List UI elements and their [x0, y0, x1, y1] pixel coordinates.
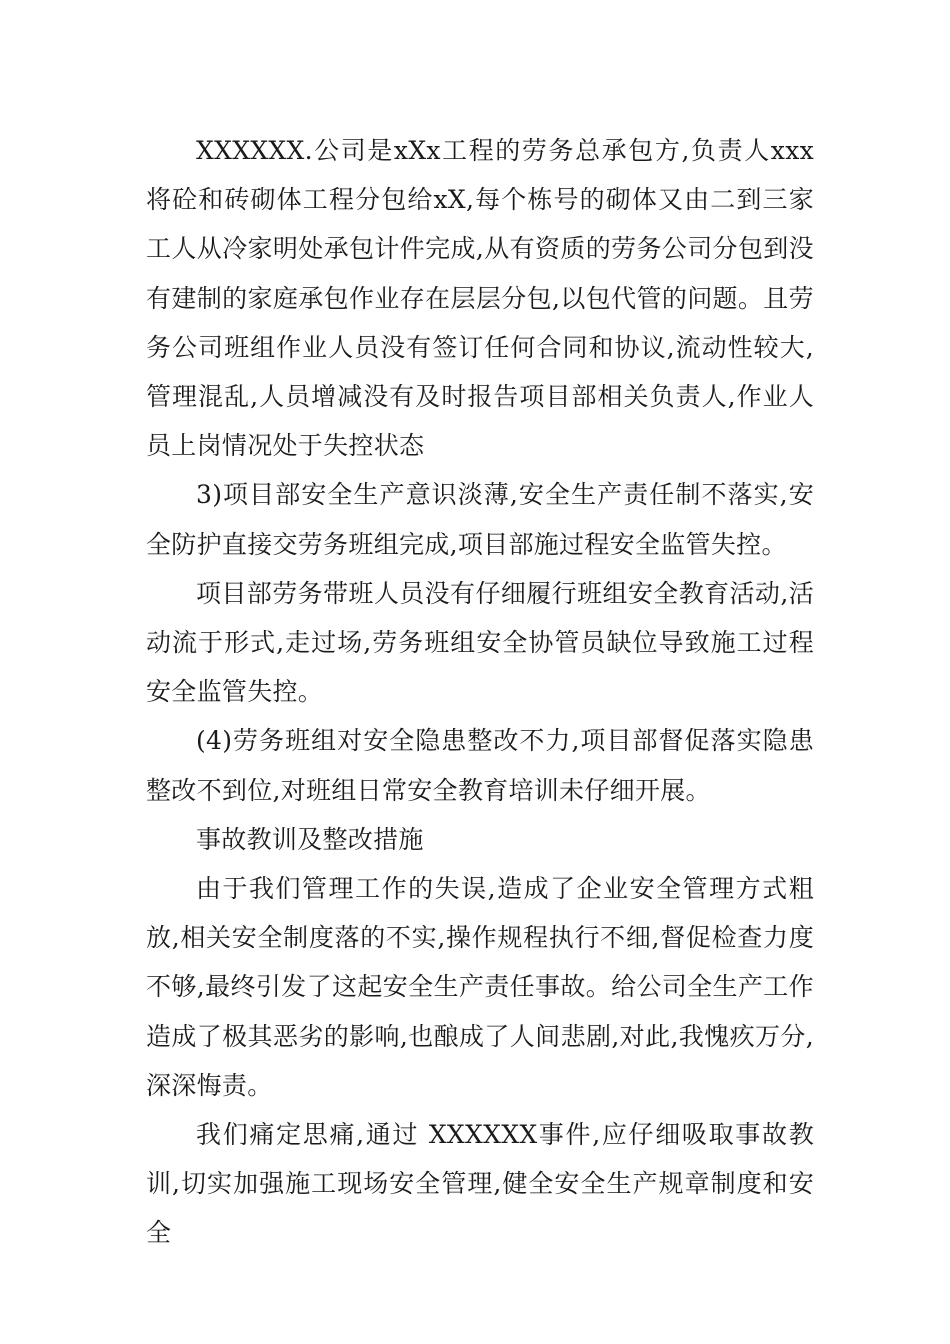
document-body	[146, 126, 814, 1258]
paragraph-item-3: 3)项目部安全生产意识淡薄,安全生产责任制不落实,安全防护直接交劳务班组完成,项目部施过程安全监管失控。	[146, 480, 814, 559]
paragraph-lessons-learned: 我们痛定思痛,通过 XXXXXX事件,应仔细吸取事故教训,切实加强施工现场安全管理,健全安全生产规章制度和安全	[146, 1120, 814, 1248]
paragraph-management-failure: 由于我们管理工作的失误,造成了企业安全管理方式粗放,相关安全制度落的不实,操作规程执行不细,督促检查力度不够,最终引发了这起安全生产责任事故。给公司全生产工作造成了极其恶劣的影响,也酿成了人间悲剧,对此,我愧疚万分,深深悔责。	[146, 874, 814, 1100]
paragraph-supervisor: 项目部劳务带班人员没有仔细履行班组安全教育活动,活动流于形式,走过场,劳务班组安全协管员缺位导致施工过程安全监管失控。	[146, 578, 814, 707]
paragraph-subcontracting: XXXXXX.公司是xXx工程的劳务总承包方,负责人xxx将砼和砖砌体工程分包给xX,每个栋号的砌体又由二到三家工人从冷家明处承包计件完成,从有资质的劳务公司分包到没有建制的家庭承包作业存在层层分包,以包代管的问题。且劳务公司班组作业人员没有签订任何合同和协议,流动性较大,管理混乱,人员增减没有及时报告项目部相关负责人,作业人员上岗情况处于失控状态	[146, 136, 814, 461]
paragraph-item-4: (4)劳务班组对安全隐患整改不力,项目部督促落实隐患整改不到位,对班组日常安全教育培训未仔细开展。	[146, 726, 814, 805]
section-heading-lessons: 事故教训及整改措施	[196, 824, 424, 854]
